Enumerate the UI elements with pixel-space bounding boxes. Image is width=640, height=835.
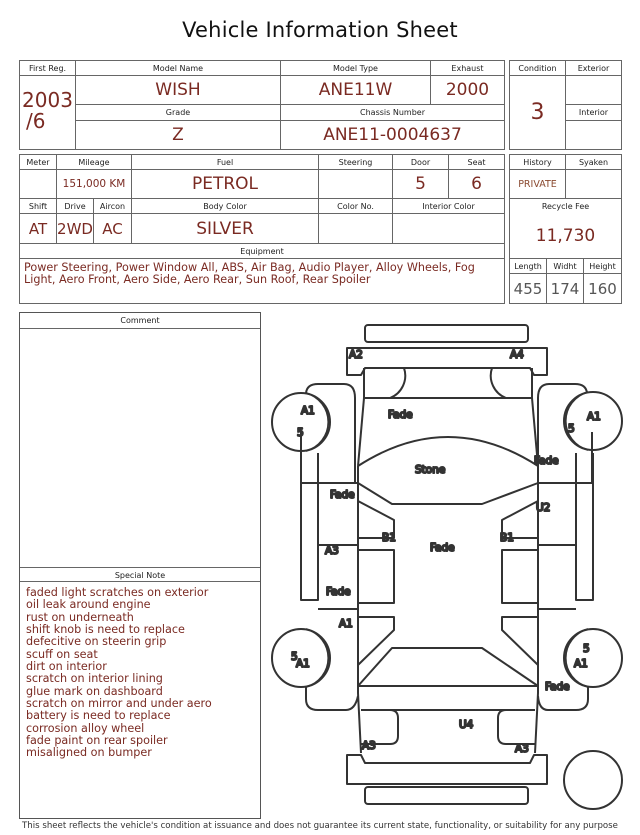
- left-rear-seat: [358, 617, 394, 665]
- seat-label: Seat: [449, 155, 505, 170]
- shift-label: Shift: [20, 199, 57, 214]
- special-note-item: fade paint on rear spoiler: [26, 734, 168, 748]
- syaken-value: [566, 170, 622, 199]
- rear-gate-code: U4: [459, 719, 474, 731]
- chassis-value: ANE11-0004637: [281, 120, 505, 149]
- hood-outline: [364, 368, 532, 398]
- rear-window: [358, 648, 538, 686]
- model-type-label: Model Type: [281, 61, 431, 76]
- chassis-label: Chassis Number: [281, 105, 505, 120]
- right-front-door-code: U2: [536, 502, 551, 514]
- special-note-item: dirt on interior: [26, 660, 107, 674]
- first-reg-label: First Reg.: [20, 61, 76, 76]
- special-note-list: [26, 587, 212, 760]
- exhaust-value: 2000: [431, 76, 505, 105]
- rear-right-quarter-code: Fade: [545, 681, 570, 693]
- color-no-value: [319, 214, 393, 244]
- front-left-wheel-code: A1: [301, 405, 315, 417]
- rear-left-wheel-code: A1: [296, 658, 310, 670]
- special-note-item: defecitive on steerin grip: [26, 635, 167, 649]
- left-rear-fender: [306, 687, 358, 710]
- comment-header: Comment: [20, 313, 260, 329]
- special-note-item: misaligned on bumper: [26, 746, 152, 760]
- body-color-value: SILVER: [132, 214, 319, 244]
- front-right-wheel-code: A1: [587, 411, 601, 423]
- left-rear-door-code: Fade: [326, 586, 351, 598]
- model-name-label: Model Name: [76, 61, 281, 76]
- grade-value: Z: [76, 120, 281, 149]
- history-label: History: [510, 155, 566, 170]
- roof-code: Fade: [430, 542, 455, 554]
- rear-right-wheel-number: 5: [583, 643, 590, 655]
- rear-bumper-right-code: A3: [515, 743, 529, 755]
- interior-label: Interior: [566, 105, 622, 120]
- syaken-label: Syaken: [566, 155, 622, 170]
- fuel-label: Fuel: [132, 155, 319, 170]
- mileage-value: 151,000 KM: [57, 170, 132, 199]
- interior-color-value: [393, 214, 505, 244]
- rear-bumper-left-code: A3: [362, 740, 376, 752]
- front-top-bar: [365, 325, 528, 342]
- door-value: 5: [393, 170, 449, 199]
- right-front-fender: [538, 384, 592, 483]
- left-pillar-code: A3: [325, 545, 339, 557]
- comment-panel: [19, 312, 261, 819]
- equipment-label: Equipment: [20, 244, 505, 259]
- fuel-value: PETROL: [132, 170, 319, 199]
- mileage-label: Mileage: [57, 155, 132, 170]
- first-reg-value: [20, 76, 76, 150]
- specs-table: [19, 154, 505, 304]
- left-side-rail: [301, 453, 318, 600]
- front-bumper-right-code: A4: [510, 349, 524, 361]
- page-title: Vehicle Information Sheet: [182, 18, 458, 42]
- rear-right-wheel-code: A1: [574, 658, 588, 670]
- registration-table: [19, 60, 505, 150]
- special-note-item: faded light scratches on exterior: [26, 586, 209, 599]
- rear-left-wheel-number: 5: [291, 651, 298, 663]
- condition-table: [509, 60, 622, 150]
- width-label: Widht: [547, 259, 584, 274]
- model-name-value: WISH: [76, 76, 281, 105]
- steering-label: Steering: [319, 155, 393, 170]
- hood-code: Fade: [388, 409, 413, 421]
- width-value: 174: [547, 274, 584, 304]
- car-damage-diagram: [262, 318, 632, 818]
- grade-label: Grade: [76, 105, 281, 120]
- special-note-item: battery is need to replace: [26, 709, 171, 723]
- special-note-item: corrosion alloy wheel: [26, 721, 145, 735]
- condition-value: 3: [510, 76, 566, 150]
- first-reg-month: /6: [26, 109, 46, 134]
- right-b-pillar-code: B1: [500, 532, 514, 544]
- aircon-value: AC: [94, 214, 132, 244]
- hood-headlight-left: [390, 368, 405, 398]
- left-b-pillar-code: B1: [382, 532, 396, 544]
- body-color-label: Body Color: [132, 199, 319, 214]
- special-note-item: oil leak around engine: [26, 598, 151, 612]
- aircon-label: Aircon: [94, 199, 132, 214]
- special-note-item: scratch on interior lining: [26, 672, 163, 686]
- meter-value: [20, 170, 57, 199]
- interior-value: [566, 120, 622, 149]
- rear-light-right: [498, 710, 535, 744]
- front-left-wheel-number: 5: [297, 427, 304, 439]
- special-note-item: glue mark on dashboard: [26, 684, 163, 698]
- front-right-wheel-arc: [566, 392, 588, 450]
- disclaimer-footer: This sheet reflects the vehicle's condition at issuance and does not guarantee its current state, functionality, or suitability for any purpose: [22, 821, 618, 831]
- rear-bottom-bar: [365, 787, 528, 804]
- color-no-label: Color No.: [319, 199, 393, 214]
- seat-value: 6: [449, 170, 505, 199]
- windshield-arc: [358, 437, 538, 466]
- special-note-header: Special Note: [20, 567, 260, 582]
- dashboard-line: [358, 483, 538, 504]
- right-middle-seat: [502, 550, 538, 603]
- history-value: PRIVATE: [510, 170, 566, 199]
- special-note-item: scuff on seat: [26, 647, 98, 661]
- length-value: 455: [510, 274, 547, 304]
- drive-label: Drive: [57, 199, 94, 214]
- rear-light-left: [361, 710, 398, 744]
- right-rear-seat: [502, 617, 538, 665]
- first-reg-year: 2003: [22, 88, 73, 113]
- model-type-value: ANE11W: [281, 76, 431, 105]
- windshield-code: Stone: [415, 464, 446, 476]
- meter-label: Meter: [20, 155, 57, 170]
- shift-value: AT: [20, 214, 57, 244]
- height-value: 160: [584, 274, 622, 304]
- steering-value: [319, 170, 393, 199]
- interior-color-label: Interior Color: [393, 199, 505, 214]
- special-note-item: shift knob is need to replace: [26, 623, 185, 637]
- left-rear-quarter-code: A1: [339, 618, 353, 630]
- special-note-item: scratch on mirror and under aero: [26, 697, 212, 711]
- recycle-fee-label: Recycle Fee: [510, 199, 622, 214]
- exhaust-label: Exhaust: [431, 61, 505, 76]
- history-table: [509, 154, 622, 304]
- spare-wheel: [564, 751, 622, 809]
- rear-bumper: [347, 755, 547, 784]
- front-right-fender-code: Fade: [534, 455, 559, 467]
- door-label: Door: [393, 155, 449, 170]
- front-left-fender-code: Fade: [330, 489, 355, 501]
- left-a-pillar: [358, 398, 364, 466]
- drive-value: 2WD: [57, 214, 94, 244]
- comment-body: [20, 329, 260, 567]
- special-note-item: rust on underneath: [26, 610, 134, 624]
- front-left-wheel-arc: [306, 393, 328, 451]
- hood-headlight-right: [491, 368, 506, 398]
- equipment-value: Power Steering, Power Window All, ABS, Air Bag, Audio Player, Alloy Wheels, Fog Light, Aero Front, Aero Side, Aero Rear, Sun Roof, Rear Spoiler: [20, 259, 505, 304]
- length-label: Length: [510, 259, 547, 274]
- recycle-fee-value: 11,730: [510, 214, 622, 259]
- front-right-wheel-number: 5: [568, 423, 575, 435]
- condition-label: Condition: [510, 61, 566, 76]
- exterior-label: Exterior: [566, 61, 622, 76]
- exterior-value: [566, 76, 622, 105]
- left-middle-seat: [358, 550, 394, 603]
- height-label: Height: [584, 259, 622, 274]
- front-bumper-left-code: A2: [349, 349, 363, 361]
- right-side-rail: [576, 453, 593, 600]
